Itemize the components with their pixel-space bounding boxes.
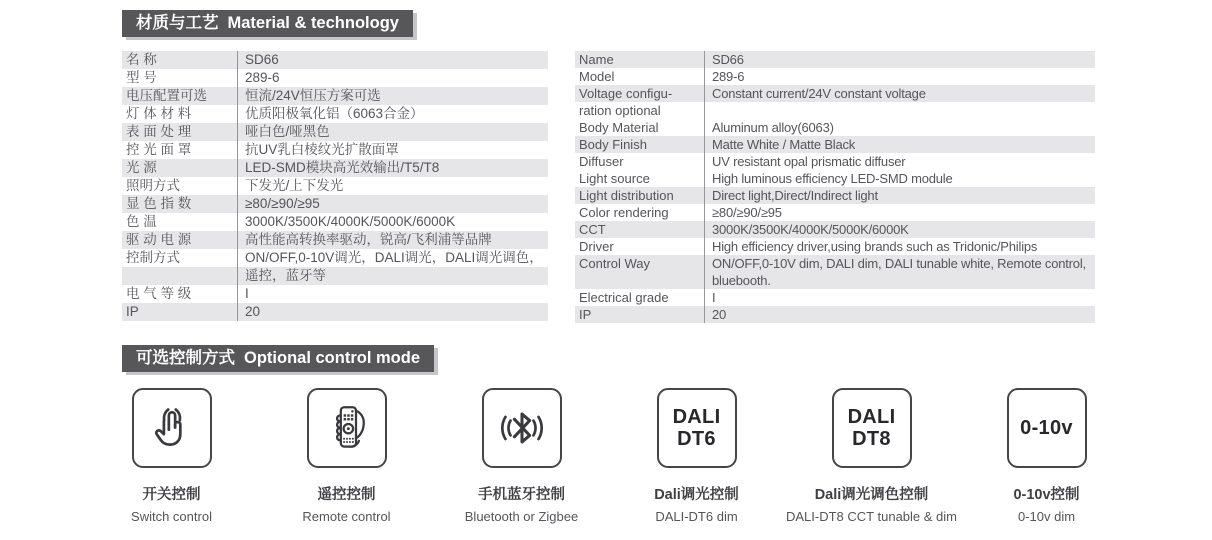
table-row [575, 136, 1095, 153]
spec-value: Aluminum alloy(6063) [704, 119, 1095, 136]
spec-value: ON/OFF,0-10V调光，DALI调光，DALI调光调色，遥控，蓝牙等 [237, 249, 548, 285]
spec-label: Model [579, 69, 615, 84]
mode-label-zh: Dali调光调色控制 [814, 487, 929, 503]
bluetooth-icon [482, 388, 562, 468]
spec-label: Name [579, 52, 614, 67]
icon-text-line: DT6 [677, 428, 716, 450]
table-row [122, 87, 548, 105]
spec-label: Diffuser [579, 154, 624, 169]
table-row [122, 159, 548, 177]
icon-text-line: 0-10v [1020, 417, 1073, 439]
spec-value: LED-SMD模块高光效输出/T5/T8 [237, 159, 548, 177]
section-title-zh: 可选控制方式 [136, 349, 235, 367]
spec-value: 高性能高转换率驱动，锐高/飞利浦等品牌 [237, 231, 548, 249]
table-row [575, 289, 1095, 306]
dali-dt6-icon [657, 388, 737, 468]
spec-label: 控制方式 [126, 250, 180, 265]
spec-value: 289-6 [237, 69, 548, 87]
spec-value: 3000K/3500K/4000K/5000K/6000K [237, 213, 548, 231]
spec-value: 优质阳极氧化铝（6063合金） [237, 105, 548, 123]
table-row [575, 68, 1095, 85]
spec-value: UV resistant opal prismatic diffuser [704, 153, 1095, 170]
spec-table-chinese [122, 51, 548, 321]
spec-value: 289-6 [704, 68, 1095, 85]
spec-value: ON/OFF,0-10V dim, DALI dim, DALI tunable white, Remote control, bluebooth. [704, 255, 1095, 289]
section-title-en: Optional control mode [244, 349, 420, 367]
spec-label: Color rendering [579, 205, 669, 220]
icon-text-line: DT8 [852, 428, 891, 450]
spec-label: 光 源 [126, 160, 157, 175]
spec-value: I [237, 285, 548, 303]
spec-label: 电 气 等 级 [126, 286, 192, 301]
spec-label: IP [126, 304, 139, 319]
table-row [122, 141, 548, 159]
section-header-control [122, 345, 434, 372]
spec-value: I [704, 289, 1095, 306]
spec-value: Constant current/24V constant voltage [704, 85, 1095, 119]
spec-label: Electrical grade [579, 290, 669, 305]
spec-label: 照明方式 [126, 178, 180, 193]
mode-label-en: 0-10v dim [1017, 509, 1076, 524]
table-row [122, 123, 548, 141]
spec-label: Light distribution [579, 188, 674, 203]
zero-to-ten-v-icon [1007, 388, 1087, 468]
table-row [122, 213, 548, 231]
mode-label-en: Bluetooth or Zigbee [464, 509, 579, 524]
table-row [122, 177, 548, 195]
spec-label: 驱 动 电 源 [126, 232, 192, 247]
spec-value: Direct light,Direct/Indirect light [704, 187, 1095, 204]
spec-label: Driver [579, 239, 614, 254]
control-mode-item [259, 388, 434, 524]
spec-value: 20 [704, 306, 1095, 323]
spec-value: 恒流/24V恒压方案可选 [237, 87, 548, 105]
table-row [575, 85, 1095, 119]
mode-label-zh: 手机蓝牙控制 [478, 487, 565, 503]
spec-value: SD66 [237, 51, 548, 69]
spec-label: CCT [579, 222, 606, 237]
mode-label-zh: 0-10v控制 [1013, 487, 1080, 503]
spec-label: Light source [579, 171, 650, 186]
control-mode-item [434, 388, 609, 524]
spec-value: ≥80/≥90/≥95 [237, 195, 548, 213]
table-row [122, 303, 548, 321]
spec-label: 灯 体 材 料 [126, 106, 192, 121]
control-modes-row [84, 388, 1134, 524]
table-row [575, 119, 1095, 136]
table-row [575, 238, 1095, 255]
control-mode-item [84, 388, 259, 524]
table-row [122, 285, 548, 303]
spec-label: 控 光 面 罩 [126, 142, 192, 157]
table-row [122, 51, 548, 69]
table-row [575, 204, 1095, 221]
control-mode-item [609, 388, 784, 524]
spec-label: 显 色 指 数 [126, 196, 192, 211]
section-title-zh: 材质与工艺 [136, 14, 219, 32]
dali-dt8-icon [832, 388, 912, 468]
mode-label-en: Remote control [302, 509, 391, 524]
mode-label-en: Switch control [131, 509, 212, 524]
mode-label-zh: 遥控控制 [317, 487, 376, 503]
spec-label: 名 称 [126, 52, 157, 67]
mode-label-en: DALI-DT8 CCT tunable & dim [786, 509, 957, 524]
table-row [575, 306, 1095, 323]
spec-value: 20 [237, 303, 548, 321]
spec-label: Body Finish [579, 137, 647, 152]
spec-value: 下发光/上下发光 [237, 177, 548, 195]
touch-icon [132, 388, 212, 468]
spec-label: Control Way [579, 256, 651, 271]
table-row [575, 255, 1095, 289]
table-row [575, 187, 1095, 204]
table-row [575, 153, 1095, 170]
mode-label-en: DALI-DT6 dim [655, 509, 738, 524]
spec-label: IP [579, 307, 592, 322]
control-mode-item [784, 388, 959, 524]
remote-control-icon [307, 388, 387, 468]
table-row [575, 221, 1095, 238]
spec-value: 3000K/3500K/4000K/5000K/6000K [704, 221, 1095, 238]
spec-value: 哑白色/哑黑色 [237, 123, 548, 141]
spec-label: 色 温 [126, 214, 157, 229]
spec-table-english [575, 51, 1095, 323]
mode-label-zh: 开关控制 [142, 487, 201, 503]
section-title-en: Material & technology [227, 14, 399, 32]
table-row [122, 69, 548, 87]
mode-label-zh: Dali调光控制 [654, 487, 739, 503]
table-row [122, 195, 548, 213]
spec-label: 型 号 [126, 70, 157, 85]
spec-value: 抗UV乳白棱纹光扩散面罩 [237, 141, 548, 159]
spec-value: High luminous efficiency LED-SMD module [704, 170, 1095, 187]
spec-value: Matte White / Matte Black [704, 136, 1095, 153]
spec-value: SD66 [704, 51, 1095, 68]
spec-label: 表 面 处 理 [126, 124, 192, 139]
spec-value: ≥80/≥90/≥95 [704, 204, 1095, 221]
icon-text-line: DALI [847, 406, 896, 428]
table-row [575, 170, 1095, 187]
table-row [122, 231, 548, 249]
spec-value: High efficiency driver,using brands such as Tridonic/Philips [704, 238, 1095, 255]
spec-label: 电压配置可选 [126, 88, 207, 103]
spec-label: Body Material [579, 120, 659, 135]
table-row [122, 105, 548, 123]
control-mode-item [959, 388, 1134, 524]
icon-text-line: DALI [672, 406, 721, 428]
table-row [575, 51, 1095, 68]
table-row [122, 249, 548, 285]
spec-label: Voltage configu-ration optional [579, 86, 673, 118]
section-header-material [122, 10, 413, 37]
